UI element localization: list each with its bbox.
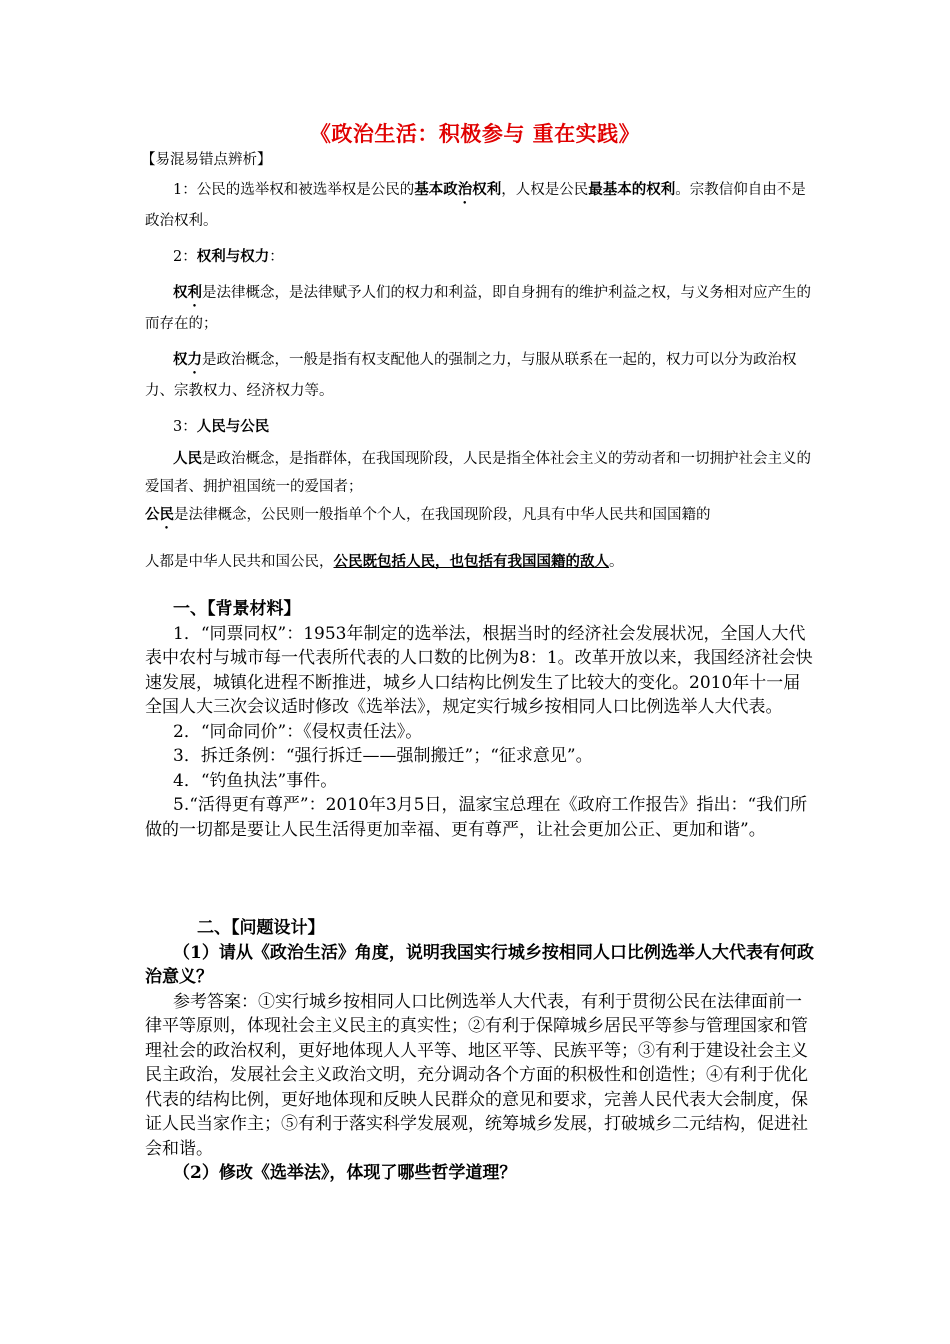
power-definition: 权力是政治概念，一般是指有权支配他人的强制之力，与服从联系在一起的，权力可以分为政治权力、宗教权力、经济权力等。 bbox=[145, 351, 797, 399]
right-definition: 权利是法律概念，是法律赋予人们的权力和利益，即自身拥有的维护利益之权，与义务相对应产生的而存在的； bbox=[145, 284, 811, 332]
question-2: （2）修改《选举法》，体现了哪些哲学道理？ bbox=[173, 1163, 517, 1183]
background-item-4: 4．“钓鱼执法”事件。 bbox=[173, 770, 338, 791]
confusion-point-3: 3：人民与公民 bbox=[173, 418, 270, 435]
citizen-definition: 公民是法律概念，公民则一般指单个个人，在我国现阶段，凡具有中华人民共和国国籍的 bbox=[145, 506, 711, 523]
question-1: （1）请从《政治生活》角度，说明我国实行城乡按相同人口比例选举人大代表有何政治意义？ bbox=[145, 942, 814, 987]
questions-heading: 二、【问题设计】 bbox=[197, 918, 325, 938]
confusion-heading: 【易混易错点辨析】 bbox=[141, 152, 272, 168]
background-heading: 一、【背景材料】 bbox=[173, 599, 301, 619]
background-item-3: 3．拆迁条例：“强行拆迁——强制搬迁”；“征求意见”。 bbox=[173, 746, 593, 766]
background-item-1: 1．“同票同权”：1953年制定的选举法，根据当时的经济社会发展状况，全国人大代表中农村与城市每一代表所代表的人口数的比例为8：1。改革开放以来，我国经济社会快速发展，城镇化进程不断推进，城乡人口结构比例发生了比较大的变化。2010年十一届全国人大三次会议适时修改《选举法》，规定实行城乡按相同人口比例选举人大代表。 bbox=[145, 623, 813, 717]
confusion-point-2: 2：权利与权力： bbox=[173, 248, 284, 265]
questions-section bbox=[145, 916, 815, 1186]
confusion-section bbox=[141, 146, 815, 576]
answer-1: 参考答案：①实行城乡按相同人口比例选举人大代表，有利于贯彻公民在法律面前一律平等原则，体现社会主义民主的真实性；②有利于保障城乡居民平等参与管理国家和管理社会的政治权利，更好地体现人人平等、地区平等、民族平等；③有利于建设社会主义民主政治，发展社会主义政治文明，充分调动各个方面的积极性和创造性；④有利于优化代表的结构比例，更好地体现和反映人民群众的意见和要求，完善人民代表大会制度，保证人民当家作主；⑤有利于落实科学发展观，统筹城乡发展，打破城乡二元结构，促进社会和谐。 bbox=[145, 991, 808, 1159]
citizen-definition-continued: 人都是中华人民共和国公民，公民既包括人民，也包括有我国国籍的敌人。 bbox=[145, 553, 624, 570]
people-definition: 人民是政治概念，是指群体，在我国现阶段，人民是指全体社会主义的劳动者和一切拥护社会主义的爱国者、拥护祖国统一的爱国者； bbox=[145, 450, 811, 495]
background-item-2: 2．“同命同价”：《侵权责任法》。 bbox=[173, 721, 423, 742]
background-item-5: 5.“活得更有尊严”：2010年3月5日，温家宝总理在《政府工作报告》指出：“我们所做的一切都是要让人民生活得更加幸福、更有尊严，让社会更加公正、更加和谐”。 bbox=[145, 795, 808, 840]
document-title: 《政治生活：积极参与 重在实践》 bbox=[309, 121, 641, 146]
confusion-point-1: 1：公民的选举权和被选举权是公民的基本政治权利，人权是公民最基本的权利。宗教信仰自由不是政治权利。 bbox=[145, 181, 806, 229]
background-section bbox=[145, 597, 815, 842]
